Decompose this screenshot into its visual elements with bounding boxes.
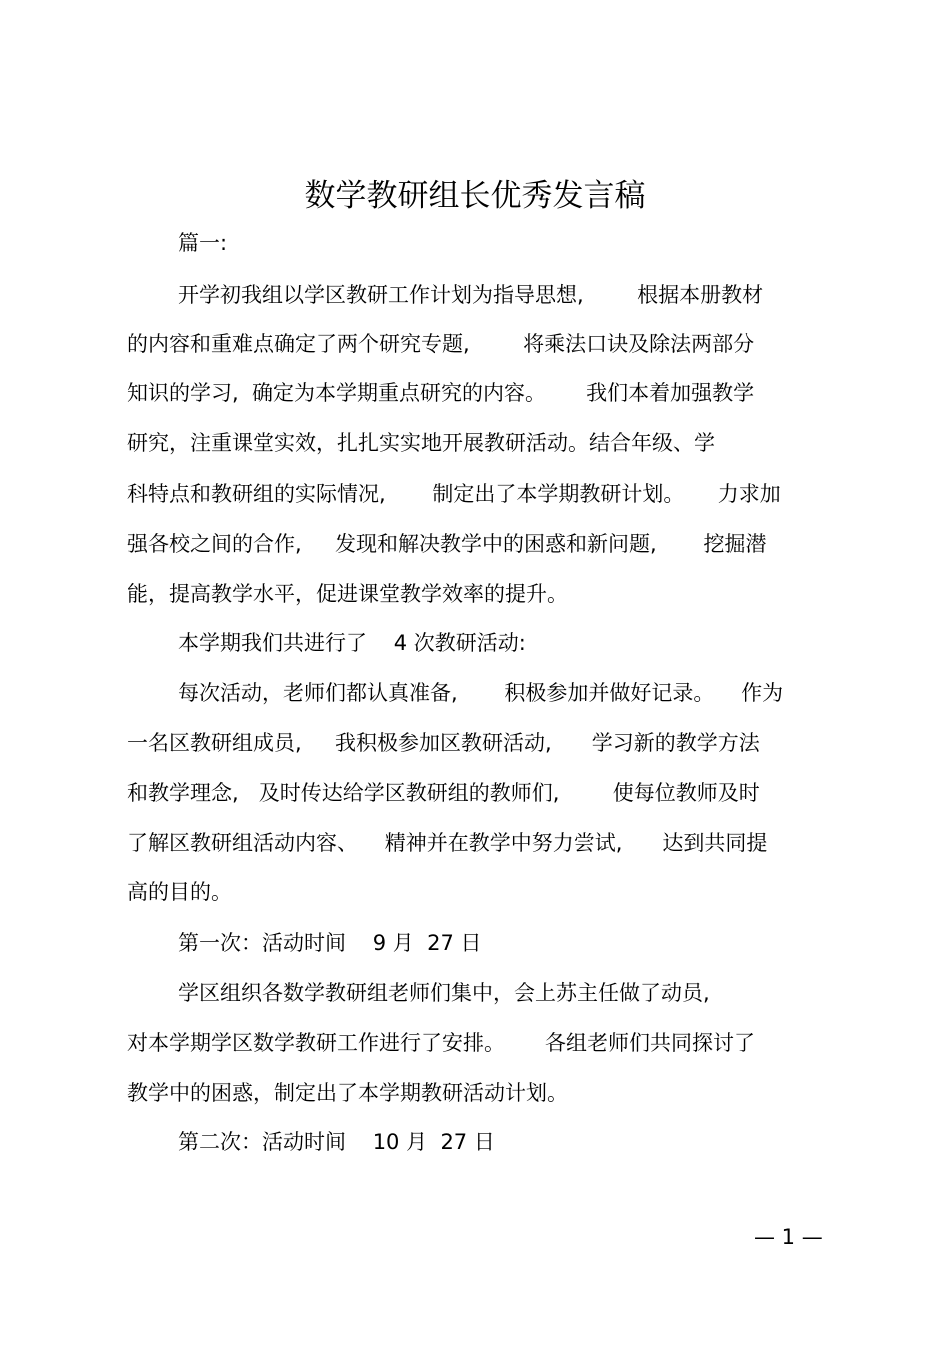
activity-heading: 第一次：活动时间 9 月 27 日 <box>178 931 482 955</box>
paragraph-line: 知识的学习, 确定为本学期重点研究的内容。 我们本着加强教学 <box>127 381 755 405</box>
activity-heading: 第二次：活动时间 10 月 27 日 <box>178 1130 495 1154</box>
document-title: 数学教研组长优秀发言稿 <box>304 178 646 214</box>
paragraph-line: 强各校之间的合作, 发现和解决教学中的困惑和新问题, 挖掘潜 <box>127 532 767 556</box>
paragraph-line: 本学期我们共进行了 4 次教研活动: <box>178 631 526 655</box>
paragraph-line: 和教学理念, 及时传达给学区教研组的教师们, 使每位教师及时 <box>127 781 760 805</box>
paragraph-line: 了解区教研组活动内容、 精神并在教学中努力尝试, 达到共同提 <box>127 831 768 855</box>
paragraph-line: 学区组织各数学教研组老师们集中，会上苏主任做了动员, <box>178 981 710 1005</box>
paragraph-line: 科特点和教研组的实际情况, 制定出了本学期教研计划。 力求加 <box>127 482 781 506</box>
paragraph-line: 对本学期学区数学教研工作进行了安排。 各组老师们共同探讨了 <box>127 1031 756 1055</box>
paragraph-line: 一名区教研组成员, 我积极参加区教研活动, 学习新的教学方法 <box>127 731 760 755</box>
section-heading: 篇一: <box>178 231 228 255</box>
paragraph-line: 高的目的。 <box>127 880 232 904</box>
paragraph-line: 研究，注重课堂实效，扎扎实实地开展教研活动。结合年级、学 <box>127 431 715 455</box>
paragraph-line: 开学初我组以学区教研工作计划为指导思想, 根据本册教材 <box>178 283 764 307</box>
page-number: — 1 — <box>754 1225 823 1249</box>
paragraph-line: 每次活动，老师们都认真准备, 积极参加并做好记录。 作为 <box>178 681 784 705</box>
paragraph-line: 的内容和重难点确定了两个研究专题, 将乘法口诀及除法两部分 <box>127 332 755 356</box>
paragraph-line: 教学中的困惑，制定出了本学期教研活动计划。 <box>127 1081 568 1105</box>
paragraph-line: 能，提高教学水平，促进课堂教学效率的提升。 <box>127 582 568 606</box>
